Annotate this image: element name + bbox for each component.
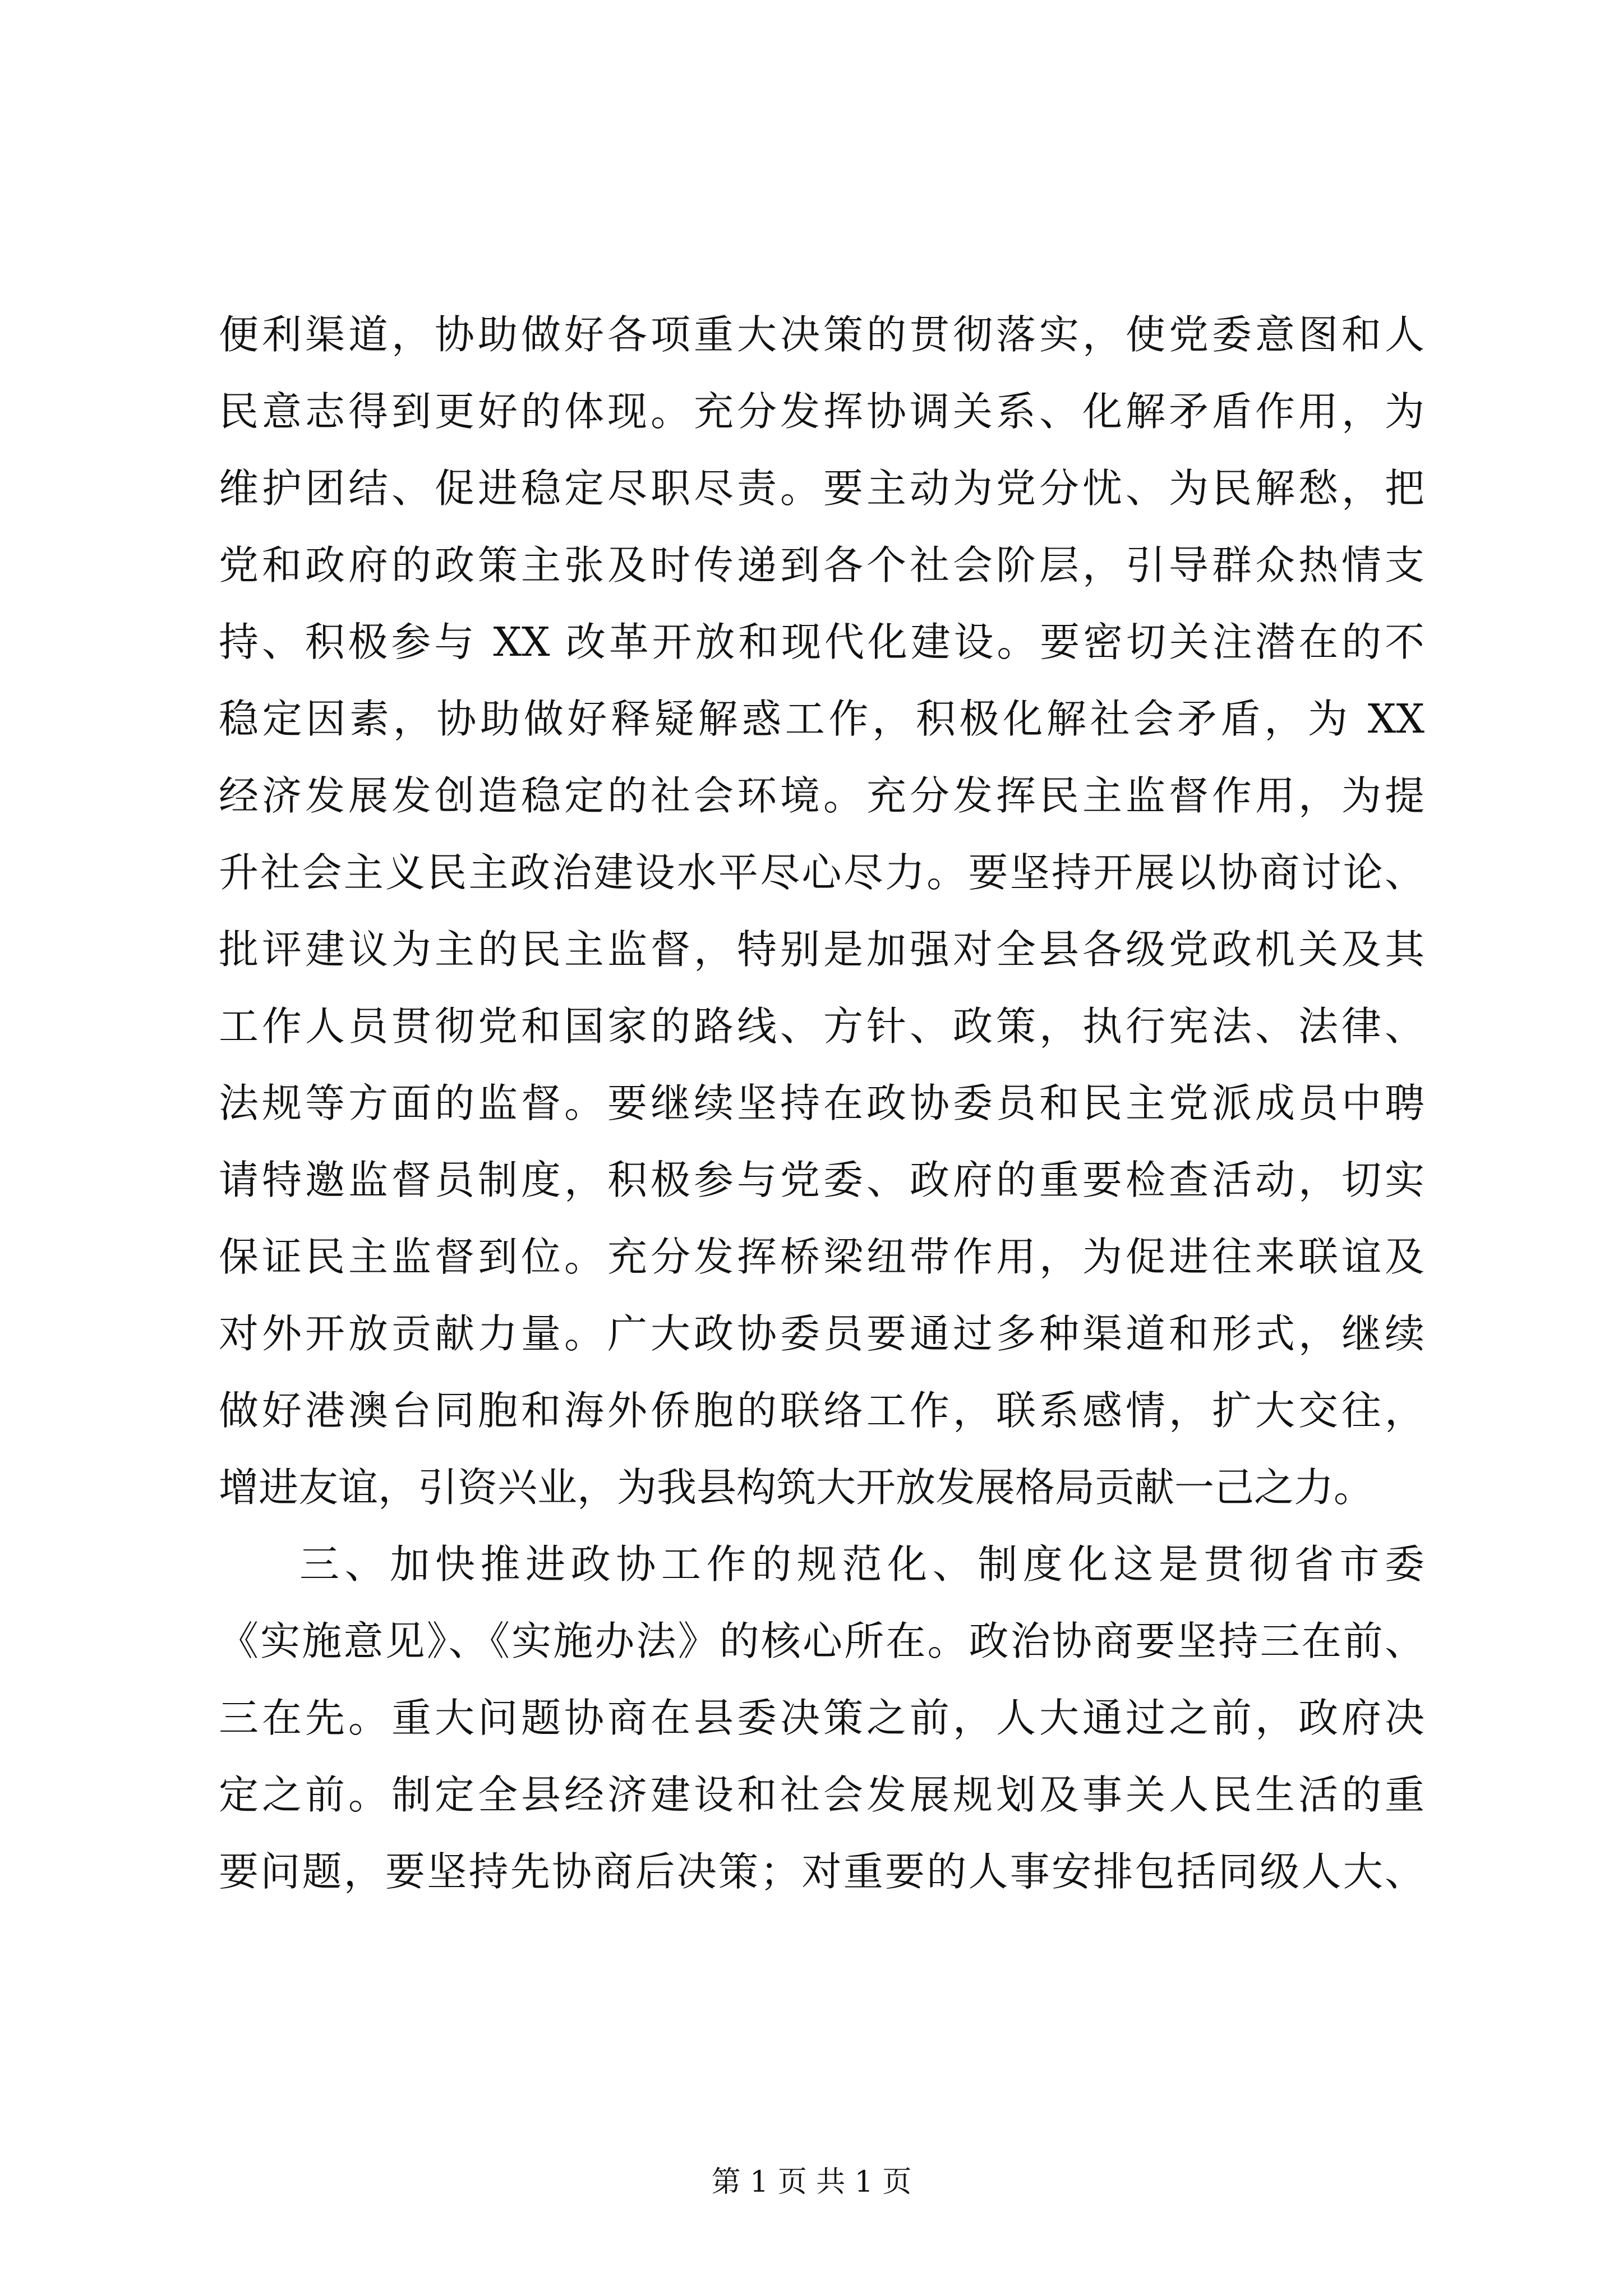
text-line: 保证民主监督到位。充分发挥桥梁纽带作用，为促进往来联谊及 (219, 1234, 1424, 1280)
text-line: 稳定因素，协助做好释疑解惑工作，积极化解社会矛盾，为 XX (219, 696, 1424, 742)
text-line: 做好港澳台同胞和海外侨胞的联络工作，联系感情，扩大交往， (219, 1387, 1424, 1434)
text-line: 升社会主义民主政治建设水平尽心尽力。要坚持开展以协商讨论、 (219, 849, 1424, 896)
page-footer (0, 2165, 1623, 2199)
text-line: 三在先。重大问题协商在县委决策之前，人大通过之前，政府决 (219, 1695, 1424, 1741)
text-line: 民意志得到更好的体现。充分发挥协调关系、化解矛盾作用，为 (219, 388, 1424, 435)
text-line: 持、积极参与 XX 改革开放和现代化建设。要密切关注潜在的不 (219, 619, 1424, 665)
paragraph-end-line: 增进友谊，引资兴业，为我县构筑大开放发展格局贡献一己之力。 (219, 1464, 1374, 1511)
body-text (219, 296, 1424, 1910)
section-heading-line: 三、加快推进政协工作的规范化、制度化这是贯彻省市委 (299, 1541, 1424, 1588)
text-line: 定之前。制定全县经济建设和社会发展规划及事关人民生活的重 (219, 1772, 1424, 1818)
text-line: 对外开放贡献力量。广大政协委员要通过多种渠道和形式，继续 (219, 1310, 1424, 1357)
page-number: 第 1 页 共 1 页 (711, 2165, 912, 2199)
text-line: 维护团结、促进稳定尽职尽责。要主动为党分忧、为民解愁，把 (219, 465, 1424, 512)
text-line: 经济发展发创造稳定的社会环境。充分发挥民主监督作用，为提 (219, 772, 1424, 819)
text-line: 法规等方面的监督。要继续坚持在政协委员和民主党派成员中聘 (219, 1080, 1424, 1126)
text-line: 批评建议为主的民主监督，特别是加强对全县各级党政机关及其 (219, 926, 1424, 973)
text-line: 要问题，要坚持先协商后决策；对重要的人事安排包括同级人大、 (219, 1848, 1424, 1895)
text-line: 《实施意见》、《实施办法》的核心所在。政治协商要坚持三在前、 (219, 1618, 1424, 1664)
text-line: 党和政府的政策主张及时传递到各个社会阶层，引导群众热情支 (219, 542, 1424, 588)
text-line: 请特邀监督员制度，积极参与党委、政府的重要检查活动，切实 (219, 1157, 1424, 1203)
text-line: 便利渠道，协助做好各项重大决策的贯彻落实，使党委意图和人 (219, 311, 1424, 358)
text-line: 工作人员贯彻党和国家的路线、方针、政策，执行宪法、法律、 (219, 1003, 1424, 1050)
